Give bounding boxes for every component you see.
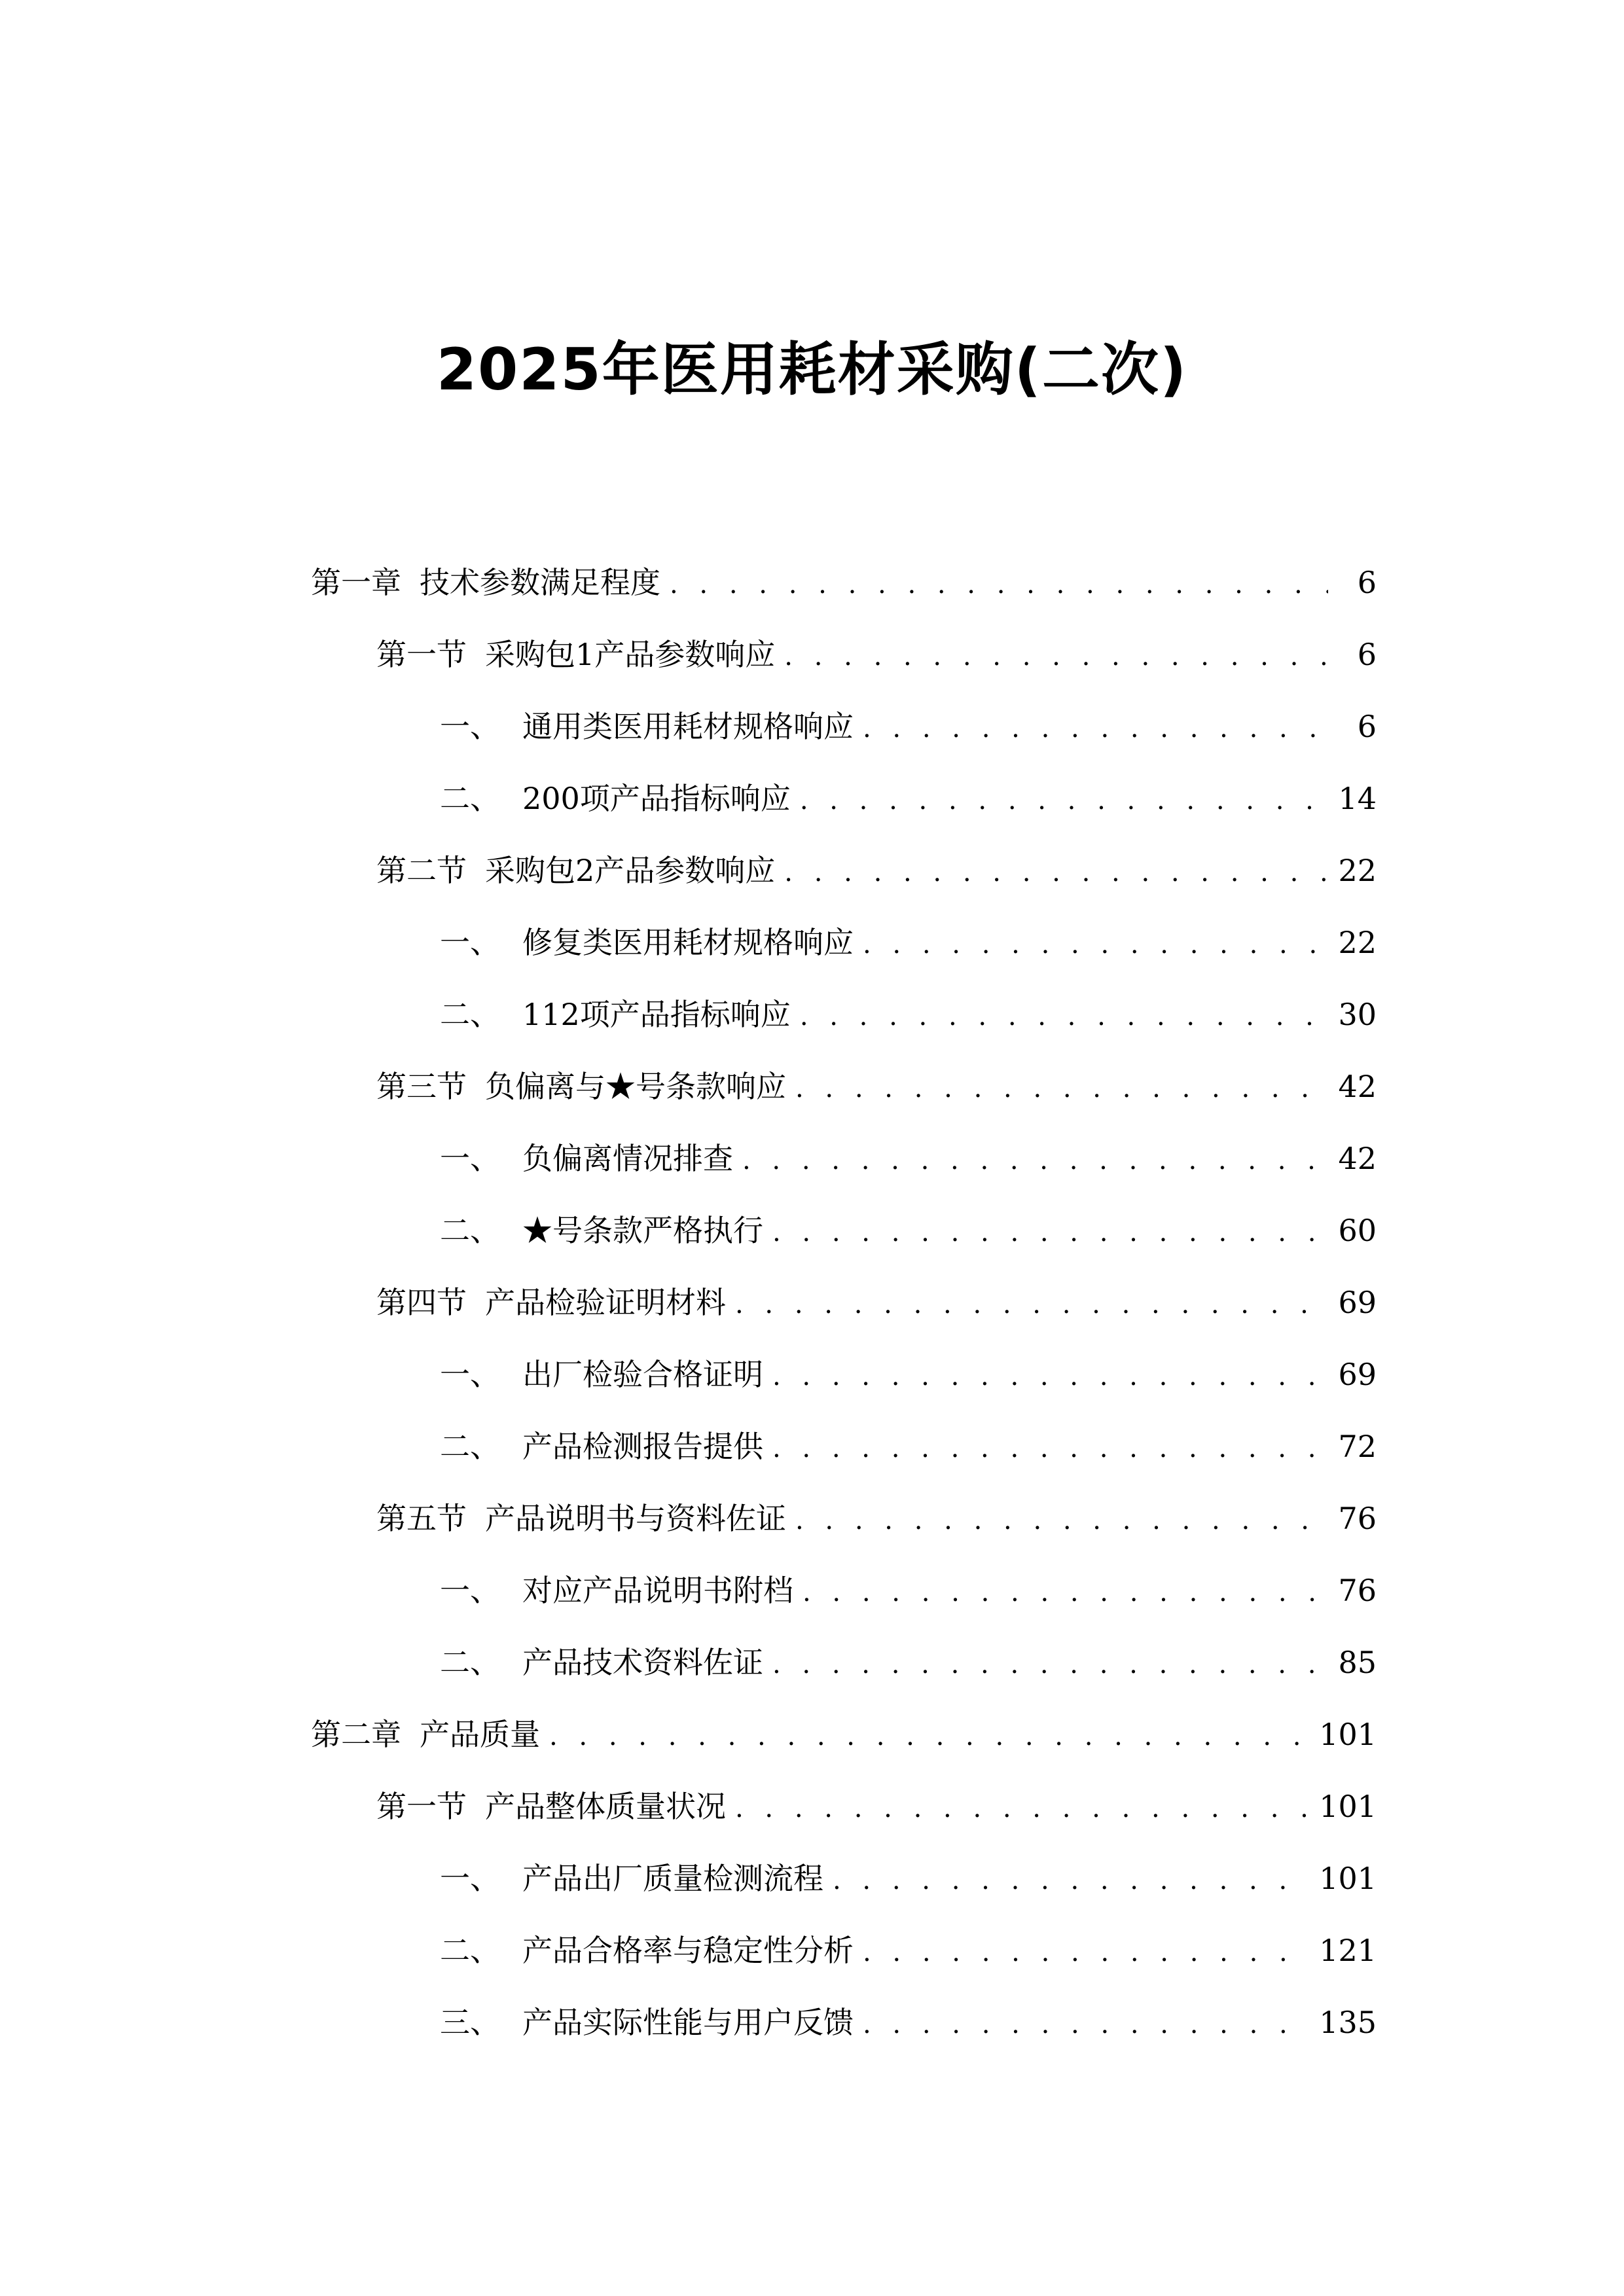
toc-entry-title: 对应产品说明书附档 — [522, 1573, 793, 1608]
toc-entry-number: 二、 — [440, 1933, 500, 1968]
toc-entry-title: 产品技术资料佐证 — [522, 1645, 763, 1680]
toc-entry-number: 一、 — [440, 1861, 500, 1896]
toc-entry[interactable] — [0, 1564, 1624, 1636]
toc-entry[interactable] — [0, 1780, 1624, 1852]
toc-entry-page: 22 — [1338, 925, 1377, 960]
toc-entry-title: 产品合格率与稳定性分析 — [522, 1933, 854, 1968]
toc-entry-page: 101 — [1319, 1717, 1377, 1752]
toc-entry-page: 60 — [1338, 1213, 1377, 1248]
toc-entry-page: 14 — [1338, 781, 1377, 816]
toc-entry-number: 一、 — [440, 925, 500, 960]
toc-entry-title: 产品质量 — [420, 1717, 540, 1752]
toc-entry-title: 采购包2产品参数响应 — [485, 853, 776, 888]
toc-dot-leader — [800, 990, 1328, 1043]
toc-dot-leader — [670, 558, 1328, 611]
toc-entry[interactable] — [0, 1204, 1624, 1276]
toc-entry-number: 二、 — [440, 781, 500, 816]
toc-entry-number: 第二章 — [311, 1717, 401, 1752]
toc-entry-number: 二、 — [440, 1213, 500, 1248]
toc-entry-title: 负偏离与★号条款响应 — [485, 1069, 786, 1104]
toc-entry-title: 112项产品指标响应 — [522, 997, 791, 1032]
toc-entry-title: 200项产品指标响应 — [522, 781, 791, 816]
toc-dot-leader — [742, 1134, 1328, 1187]
toc-dot-leader — [772, 1206, 1328, 1259]
toc-entry[interactable] — [0, 556, 1624, 628]
toc-entry-number: 二、 — [440, 1645, 500, 1680]
toc-entry-title: 产品实际性能与用户反馈 — [522, 2005, 854, 2040]
toc-dot-leader — [833, 1854, 1310, 1907]
toc-entry-page: 76 — [1338, 1573, 1377, 1608]
toc-entry-title: 通用类医用耗材规格响应 — [522, 709, 854, 744]
toc-entry-number: 第三节 — [376, 1069, 467, 1104]
toc-entry-number: 一、 — [440, 709, 500, 744]
toc-entry-number: 二、 — [440, 997, 500, 1032]
toc-entry-number: 一、 — [440, 1573, 500, 1608]
toc-dot-leader — [549, 1710, 1310, 1763]
toc-dot-leader — [772, 1638, 1328, 1691]
toc-entry-title: 修复类医用耗材规格响应 — [522, 925, 854, 960]
toc-dot-leader — [863, 918, 1328, 971]
toc-dot-leader — [863, 702, 1328, 755]
toc-entry[interactable] — [0, 1996, 1624, 2068]
toc-entry[interactable] — [0, 700, 1624, 772]
toc-entry-page: 69 — [1338, 1285, 1377, 1320]
toc-entry-number: 第五节 — [376, 1501, 467, 1536]
toc-entry-page: 6 — [1357, 565, 1377, 600]
toc-entry-page: 101 — [1319, 1861, 1377, 1896]
toc-entry-number: 第二节 — [376, 853, 467, 888]
toc-entry[interactable] — [0, 1924, 1624, 1996]
toc-entry-title: 出厂检验合格证明 — [522, 1357, 763, 1392]
toc-entry-page: 42 — [1338, 1141, 1377, 1176]
toc-dot-leader — [784, 846, 1328, 899]
toc-entry-page: 101 — [1319, 1789, 1377, 1824]
toc-entry[interactable] — [0, 844, 1624, 916]
toc-dot-leader — [735, 1782, 1310, 1835]
toc-entry-title: 负偏离情况排查 — [522, 1141, 733, 1176]
toc-dot-leader — [863, 1998, 1310, 2051]
toc-entry-page: 6 — [1357, 637, 1377, 672]
toc-dot-leader — [863, 1926, 1310, 1979]
toc-entry-number: 一、 — [440, 1357, 500, 1392]
toc-entry-number: 第一节 — [376, 637, 467, 672]
toc-entry-page: 69 — [1338, 1357, 1377, 1392]
toc-entry[interactable] — [0, 1420, 1624, 1492]
toc-entry-title: 产品出厂质量检测流程 — [522, 1861, 823, 1896]
toc-entry-page: 6 — [1357, 709, 1377, 744]
table-of-contents — [0, 556, 1624, 2068]
toc-entry-page: 72 — [1338, 1429, 1377, 1464]
toc-dot-leader — [800, 774, 1328, 827]
toc-dot-leader — [772, 1422, 1328, 1475]
toc-entry[interactable] — [0, 1708, 1624, 1780]
toc-entry-title: 产品整体质量状况 — [485, 1789, 726, 1824]
toc-entry[interactable] — [0, 772, 1624, 844]
toc-entry-title: 技术参数满足程度 — [420, 565, 660, 600]
toc-dot-leader — [803, 1566, 1328, 1619]
toc-entry-page: 135 — [1319, 2005, 1377, 2040]
toc-entry[interactable] — [0, 1348, 1624, 1420]
toc-entry-title: 采购包1产品参数响应 — [485, 637, 776, 672]
toc-entry-title: 产品检验证明材料 — [485, 1285, 726, 1320]
toc-dot-leader — [784, 630, 1328, 683]
toc-entry-page: 76 — [1338, 1501, 1377, 1536]
toc-entry-page: 30 — [1338, 997, 1377, 1032]
toc-entry[interactable] — [0, 1852, 1624, 1924]
toc-entry-number: 第一章 — [311, 565, 401, 600]
toc-entry-page: 22 — [1338, 853, 1377, 888]
toc-entry-number: 一、 — [440, 1141, 500, 1176]
toc-entry[interactable] — [0, 1636, 1624, 1708]
toc-entry-title: ★号条款严格执行 — [522, 1213, 763, 1248]
toc-dot-leader — [795, 1494, 1328, 1547]
toc-entry[interactable] — [0, 1492, 1624, 1564]
toc-entry[interactable] — [0, 1060, 1624, 1132]
toc-dot-leader — [795, 1062, 1328, 1115]
toc-entry-number: 第四节 — [376, 1285, 467, 1320]
toc-entry-title: 产品检测报告提供 — [522, 1429, 763, 1464]
toc-entry-number: 第一节 — [376, 1789, 467, 1824]
toc-entry[interactable] — [0, 1276, 1624, 1348]
toc-dot-leader — [772, 1350, 1328, 1403]
toc-dot-leader — [735, 1278, 1328, 1331]
toc-entry[interactable] — [0, 1132, 1624, 1204]
toc-entry-page: 42 — [1338, 1069, 1377, 1104]
toc-entry-number: 二、 — [440, 1429, 500, 1464]
toc-entry-title: 产品说明书与资料佐证 — [485, 1501, 786, 1536]
toc-entry-page: 85 — [1338, 1645, 1377, 1680]
document-title: 2025年医用耗材采购(二次) — [436, 336, 1188, 403]
toc-entry[interactable] — [0, 628, 1624, 700]
toc-entry[interactable] — [0, 916, 1624, 988]
toc-entry-page: 121 — [1319, 1933, 1377, 1968]
toc-entry-number: 三、 — [440, 2005, 500, 2040]
toc-entry[interactable] — [0, 988, 1624, 1060]
